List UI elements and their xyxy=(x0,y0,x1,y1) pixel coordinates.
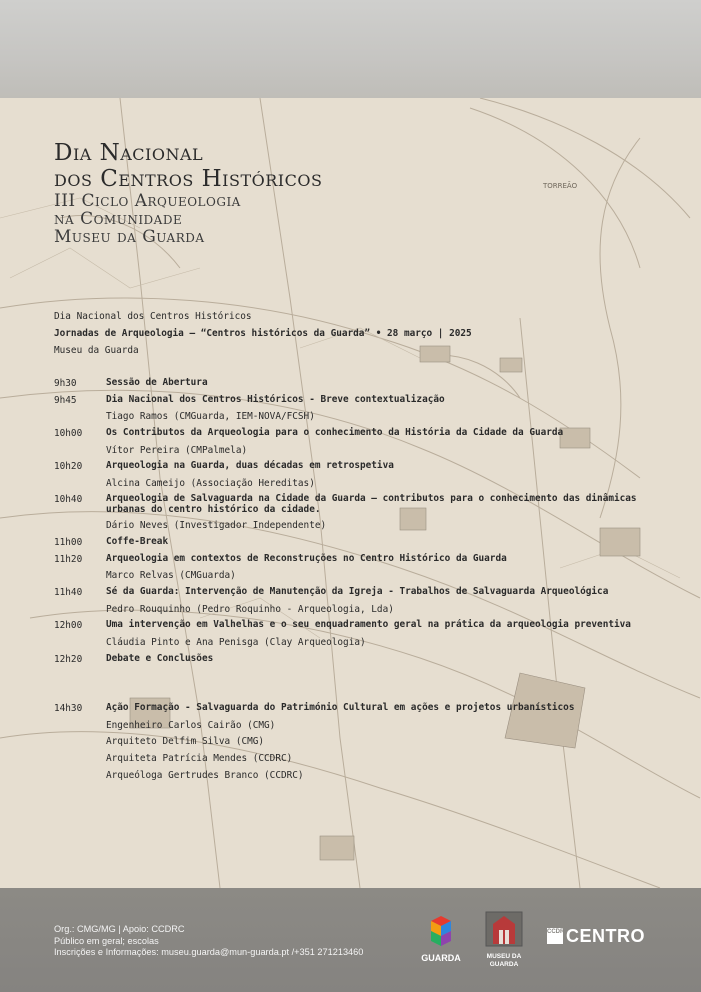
schedule-time: 14h30 xyxy=(54,703,83,714)
footer-contact: Inscrições e Informações: museu.guarda@mun-guarda.pt /+351 271213460 xyxy=(54,947,364,957)
guarda-logo xyxy=(418,914,464,966)
museu-logo xyxy=(484,910,524,970)
schedule-time: 10h00 xyxy=(54,428,83,439)
schedule-title: Os Contributos da Arqueologia para o conhecimento da História da Cidade da Guarda xyxy=(106,427,564,438)
guarda-logo-label: GUARDA xyxy=(421,953,461,963)
schedule-speaker: Engenheiro Carlos Cairão (CMG) xyxy=(106,720,276,731)
schedule-speaker: Tiago Ramos (CMGuarda, IEM-NOVA/FCSH) xyxy=(106,411,315,422)
schedule-speaker: Arqueóloga Gertrudes Branco (CCDRC) xyxy=(106,770,304,781)
schedule-time: 11h00 xyxy=(54,537,83,548)
footer-org: Org.: CMG/MG | Apoio: CCDRC xyxy=(54,924,185,934)
schedule-speaker: Cláudia Pinto e Ana Penisga (Clay Arqueologia) xyxy=(106,637,366,648)
map-label-torreao: TORREÃO xyxy=(543,182,578,190)
schedule-title: Sé da Guarda: Intervenção de Manutenção da Igreja - Trabalhos de Salvaguarda Arqueológica xyxy=(106,586,609,597)
schedule-time: 11h20 xyxy=(54,554,83,565)
footer-info xyxy=(54,924,363,959)
intro-line-1: Dia Nacional dos Centros Históricos xyxy=(54,311,252,322)
schedule-speaker: Arquiteta Patrícia Mendes (CCDRC) xyxy=(106,753,293,764)
top-band xyxy=(0,0,701,98)
schedule-title: Uma intervenção em Valhelhas e o seu enquadramento geral na prática da arqueologia preventiva xyxy=(106,619,631,630)
schedule-title: Arqueologia em contextos de Reconstruções no Centro Histórico da Guarda xyxy=(106,553,507,564)
guarda-cube-icon xyxy=(418,914,464,948)
schedule-title: Arqueologia na Guarda, duas décadas em retrospetiva xyxy=(106,460,394,471)
schedule-time: 9h45 xyxy=(54,395,77,406)
subtitle-line-2: na Comunidade xyxy=(54,209,183,229)
schedule-time: 12h00 xyxy=(54,620,83,631)
ccdr-badge: CCDR xyxy=(547,928,563,944)
schedule-time: 12h20 xyxy=(54,654,83,665)
museu-logo-label-1: MUSEU DA xyxy=(486,953,522,960)
schedule-time: 10h40 xyxy=(54,494,83,505)
intro-line-3: Museu da Guarda xyxy=(54,345,139,356)
schedule-title: Debate e Conclusões xyxy=(106,653,214,664)
schedule-title: Arqueologia de Salvaguarda na Cidade da Guarda – contributos para o conhecimento das dinâmicas urbanas do centro histórico da cidade. xyxy=(106,493,637,515)
centro-wordmark: CENTRO xyxy=(566,926,645,946)
title-line-1: Dia Nacional xyxy=(54,140,204,166)
schedule-title: Sessão de Abertura xyxy=(106,377,208,388)
ccdr-centro-logo xyxy=(547,926,659,950)
schedule-title: Coffe-Break xyxy=(106,536,169,547)
schedule-time: 10h20 xyxy=(54,461,83,472)
intro-line-2: Jornadas de Arqueologia – “Centros históricos da Guarda” • 28 março | 2025 xyxy=(54,328,472,339)
subtitle-line-3: Museu da Guarda xyxy=(54,227,205,247)
schedule-speaker: Dário Neves (Investigador Independente) xyxy=(106,520,327,531)
schedule-speaker: Arquiteto Delfim Silva (CMG) xyxy=(106,736,265,747)
title-block xyxy=(54,140,322,246)
schedule-time: 9h30 xyxy=(54,378,77,389)
subtitle-line-1: III Ciclo Arqueologia xyxy=(54,191,241,211)
schedule-speaker: Pedro Rouquinho (Pedro Roquinho - Arqueologia, Lda) xyxy=(106,604,394,615)
museu-logo-label-2: GUARDA xyxy=(489,961,519,968)
schedule-speaker: Alcina Cameijo (Associação Hereditas) xyxy=(106,478,315,489)
schedule-time: 11h40 xyxy=(54,587,83,598)
schedule-title: Dia Nacional dos Centros Históricos - Breve contextualização xyxy=(106,394,445,405)
museu-building-icon xyxy=(484,910,524,948)
title-line-2: dos Centros Históricos xyxy=(54,166,323,192)
footer-audience: Público em geral; escolas xyxy=(54,935,159,946)
schedule-title: Ação Formação - Salvaguarda do Património Cultural em ações e projetos urbanísticos xyxy=(106,702,575,713)
schedule-speaker: Marco Relvas (CMGuarda) xyxy=(106,570,236,581)
schedule-speaker: Vítor Pereira (CMPalmela) xyxy=(106,445,248,456)
